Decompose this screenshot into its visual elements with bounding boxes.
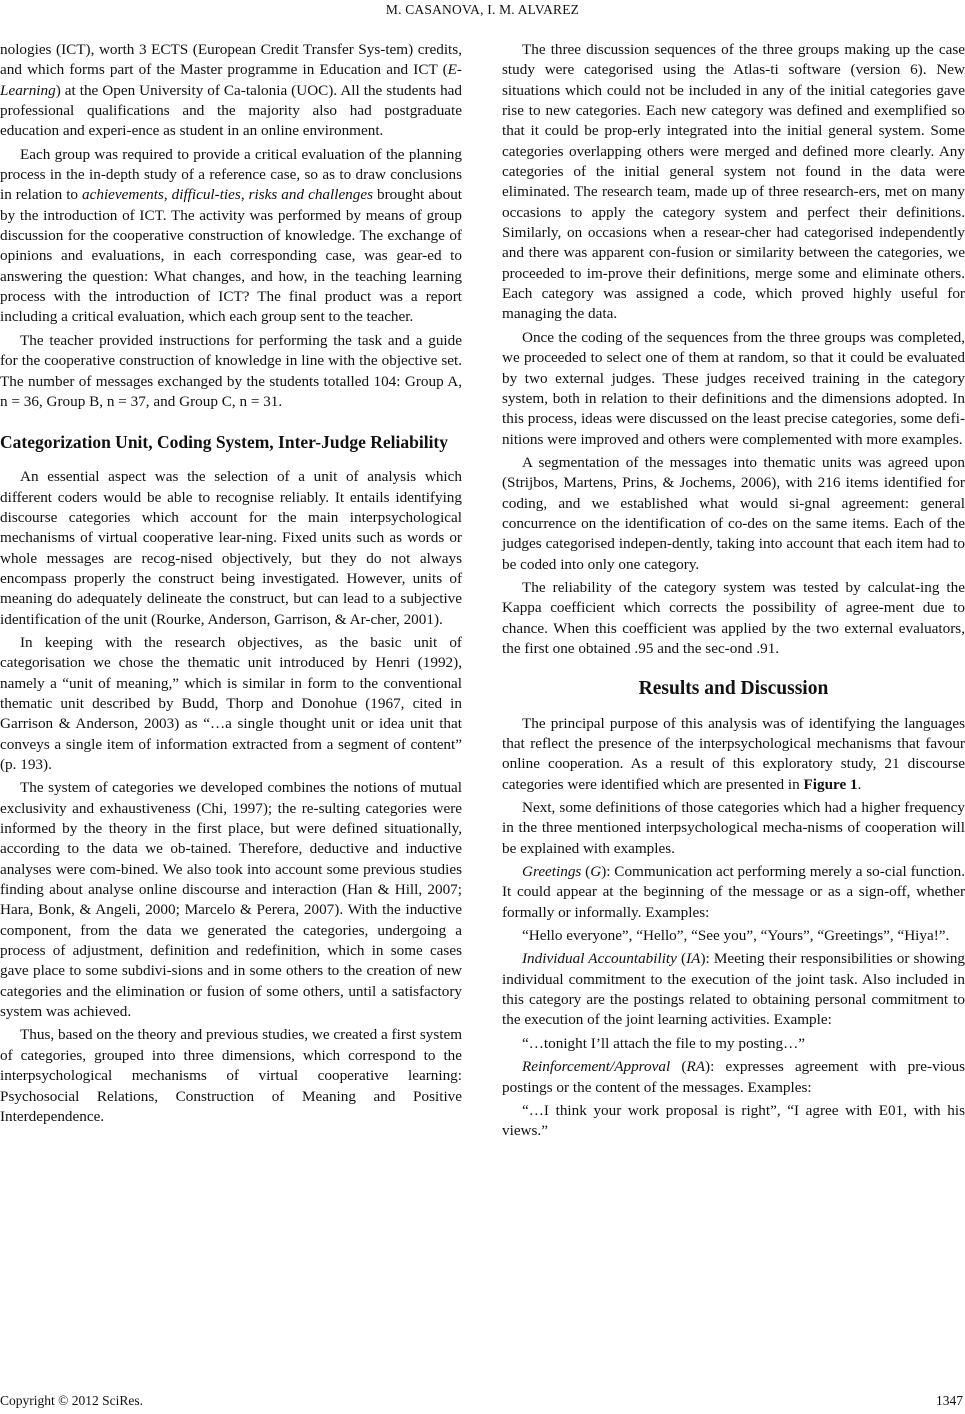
section-heading: Categorization Unit, Coding System, Inter-Judge Reliability: [0, 432, 449, 453]
page-number: 1347: [936, 1393, 963, 1408]
paragraph: The system of categories we developed combines the notions of mutual exclusivity and exhaustiveness (Chi, 1997); the re-sulting categories were informed by the theory in the first place, but were defined situationally, according to the data we ob-tained. Therefore, deductive and inductive analyses were com-bined. We also took into account some previous studies finding about analyse online discourse and interaction (Han & Hill, 2007; Hara, Bonk, & Angeli, 2000; Marcelo & Perera, 2007). With the inductive component, from the data we generated the categories, undergoing a process of adjustment, definition and redefinition, which in some cases gave place to some subdivi-sions and in some others to the creation of new categories and the elimination or fusion of some others, until a satisfactory system was achieved.: [0, 779, 462, 1021]
paragraph: The principal purpose of this analysis was of identifying the languages that reflect the presence of the interpsychological mechanisms that favour online cooperation. As a result of this exploratory study, 21 discourse categories were identified which are presented in Figure 1.: [502, 714, 965, 793]
paragraph: The three discussion sequences of the three groups making up the case study were categorised using the Atlas-ti software (version 6). New situations which could not be included in any of the initial categories gave rise to new categories. Each new category was defined and exemplified so that it could be prop-erly integrated into the initial general system. Some categories overlapping others were merged and defined more clearly. Any categories of the initial general system not found in the data were eliminated. The research team, made up of three research-ers, met on many occasions to apply the category system and perfect their definitions. Similarly, on occasions when a resear-cher had categorised independently and there was apparent con-fusion or similarity between the categories, we proceeded to im-prove their definitions, merge some and eliminate others. Each category was assigned a code, which proved highly useful for managing the data.: [502, 41, 965, 323]
left-column: [0, 40, 462, 1130]
paragraph: “…tonight I’ll attach the file to my posting…”: [522, 1034, 806, 1052]
right-column: [502, 40, 965, 1145]
paragraph: An essential aspect was the selection of a unit of analysis which different coders would be able to recognise reliably. It entails identifying discourse categories which account for the main interpsychological mechanisms of virtual cooperative lear-ning. Fixed units such as words or whole messages are recog-nised objectively, but they do not always encompass properly the construct being investigated. However, units of meaning do adequately delineate the construct, but can lead to a subjective identification of the unit (Rourke, Anderson, Garrison, & Ar-cher, 2001).: [0, 468, 462, 628]
paragraph: “…I think your work proposal is right”, “I agree with E01, with his views.”: [502, 1101, 965, 1140]
paragraph: In keeping with the research objectives, as the basic unit of categorisation we chose the thematic unit introduced by Henri (1992), namely a “unit of meaning,” which is similar in form to the conventional thematic unit described by Budd, Thorp and Donohue (1967, cited in Garrison & Anderson, 2003) as “…a single thought unit or idea unit that conveys a single item of information extracted from a segment of content” (p. 193).: [0, 633, 462, 773]
paragraph: Thus, based on the theory and previous studies, we created a first system of categories, grouped into three dimensions, which correspond to the interpsychological mechanisms of virtual cooperative learning: Psychosocial Relations, Construction of Meaning and Positive Interdependence.: [0, 1026, 463, 1125]
paragraph: Once the coding of the sequences from the three groups was completed, we proceeded to select one of them at random, so that it could be evaluated by two external judges. These judges received training in the category system, both in relation to their definitions and the dimensions adopted. In this process, ideas were discussed on the least precise categories, some defi-nitions were improved and others were complemented with more examples.: [502, 328, 965, 448]
paragraph: A segmentation of the messages into thematic units was agreed upon (Strijbos, Martens, Prins, & Jochems, 2006), with 216 items identified for coding, and we established what would si-gnal agreement: general concurrence on the identification of co-des on the same items. Each of the judges categorised indepen-dently, taking into account that each item had to be coded into only one category.: [502, 453, 965, 573]
paragraph: Individual Accountability (IA): Meeting their responsibilities or showing individual commitment to the execution of the joint task. Also included in this category are the postings related to obtaining personal commitment to the execution of the joint learning activities. Example:: [502, 950, 965, 1029]
running-header: M. CASANOVA, I. M. ALVAREZ: [385, 2, 580, 17]
section-heading: Results and Discussion: [638, 678, 829, 700]
copyright-notice: Copyright © 2012 SciRes.: [0, 1393, 144, 1408]
paragraph: Each group was required to provide a critical evaluation of the planning process in the in-depth study of a reference case, so as to draw conclusions in relation to achievements, difficul-ties, risks and challenges brought about by the introduction of ICT. The activity was performed by means of group discussion for the cooperative construction of knowledge. The exchange of opinions and evaluations, in each corresponding case, was gear-ed to answering the question: What changes, and how, in the teaching learning process with the introduction of ICT? The final product was a report including a critical evaluation, which each group sent to the teacher.: [0, 145, 463, 326]
paragraph: The teacher provided instructions for performing the task and a guide for the cooperative construction of knowledge in line with the objective set. The number of messages exchanged by the students totalled 104: Group A, n = 36, Group B, n = 37, and Group C, n = 31.: [0, 331, 462, 410]
paragraph: Reinforcement/Approval (RA): expresses agreement with pre-vious postings or the content of the messages. Examples:: [502, 1058, 965, 1096]
paragraph: Next, some definitions of those categories which had a higher frequency in the three mentioned interpsychological mecha-nisms of cooperation will be explained with examples.: [502, 799, 965, 857]
paragraph: The reliability of the category system was tested by calculat-ing the Kappa coefficient which corrects the possibility of agree-ment due to chance. When this coefficient was applied by the two external evaluators, the first one obtained .95 and the sec-ond .91.: [502, 578, 965, 657]
paragraph: Greetings (G): Communication act performing merely a so-cial function. It could appear at the beginning of the message or as a sign-off, whether formally or informally. Examples:: [502, 863, 965, 921]
paragraph: nologies (ICT), worth 3 ECTS (European Credit Transfer Sys-tem) credits, and which forms part of the Master programme in Education and ICT (E-Learning) at the Open University of Ca-talonia (UOC). All the students had professional qualifications and the majority also had postgraduate education and experi-ence as student in an online environment.: [0, 41, 462, 140]
paragraph: “Hello everyone”, “Hello”, “See you”, “Yours”, “Greetings”, “Hiya!”.: [522, 927, 950, 945]
